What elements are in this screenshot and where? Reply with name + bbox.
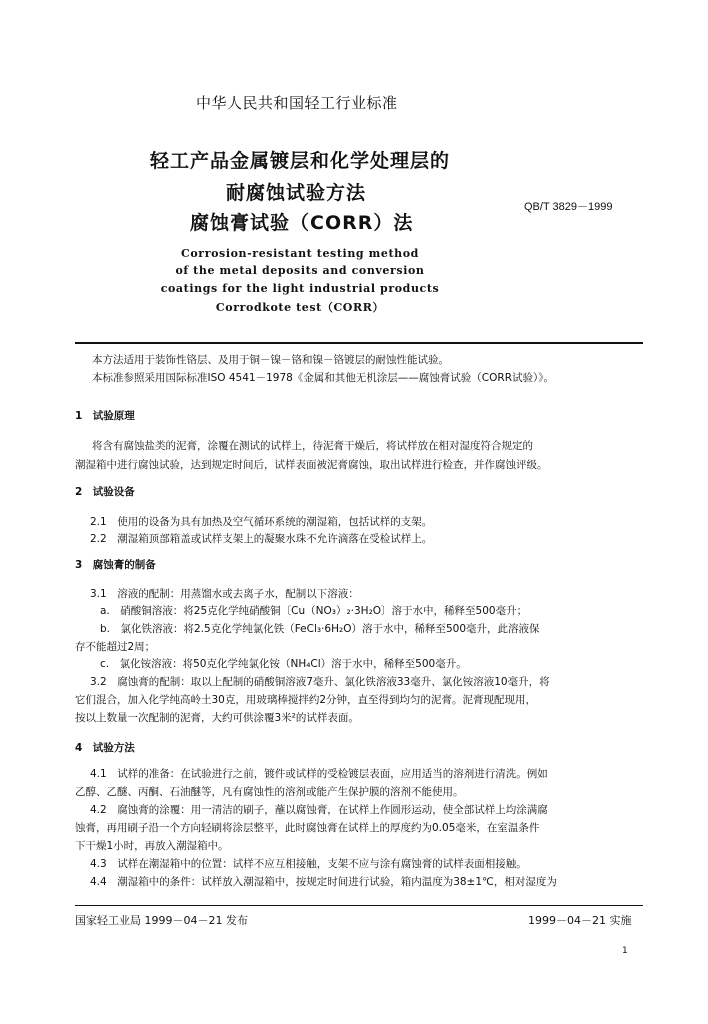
section-2-2: 2.2 潮湿箱顶部箱盖或试样支架上的凝聚水珠不允许滴落在受检试样上。 [90, 533, 433, 545]
page-number: 1 [622, 946, 628, 956]
section-4-1-line-1: 4.1 试样的准备：在试验进行之前，镀件或试样的受检镀层表面，应用适当的溶剂进行清洗。例如 [90, 768, 548, 780]
section-1-paragraph-line-1: 将含有腐蚀盐类的泥膏，涂覆在测试的试样上，待泥膏干燥后，将试样放在相对湿度符合规定的 [92, 440, 533, 452]
english-title-line-3: coatings for the light industrial products [160, 282, 440, 295]
english-title-line-2: of the metal deposits and conversion [175, 264, 425, 277]
section-3-2-line-1: 3.2 腐蚀膏的配制：取以上配制的硝酸铜溶液7毫升、氯化铁溶液33毫升、氯化铵溶液10毫升，将 [90, 676, 550, 688]
title-line-3: 腐蚀膏试验（CORR）法 [190, 212, 414, 234]
section-4-2-line-3: 下干燥1小时，再放入潮湿箱中。 [75, 840, 229, 852]
section-1-heading: 1 试验原理 [75, 410, 135, 422]
section-3-1-b-line-1: b. 氯化铁溶液：将2.5克化学纯氯化铁（FeCl₃·6H₂O）溶于水中，稀释至500毫升，此溶液保 [100, 623, 540, 635]
section-3-2-line-3: 按以上数量一次配制的泥膏，大约可供涂覆3米²的试样表面。 [75, 712, 359, 724]
title-line-1: 轻工产品金属镀层和化学处理层的 [150, 150, 451, 172]
section-3-heading: 3 腐蚀膏的制备 [75, 559, 156, 571]
section-2-heading: 2 试验设备 [75, 486, 135, 498]
top-divider [75, 342, 643, 344]
section-1-paragraph-line-2: 潮湿箱中进行腐蚀试验，达到规定时间后，试样表面被泥膏腐蚀，取出试样进行检查，并作腐蚀评级。 [75, 459, 548, 471]
intro-line-1: 本方法适用于装饰性铬层、及用于铜－镍－铬和镍－铬镀层的耐蚀性能试验。 [92, 354, 449, 366]
standard-organization: 中华人民共和国轻工行业标准 [196, 94, 398, 112]
section-3-2-line-2: 它们混合，加入化学纯高岭土30克，用玻璃棒搅拌约2分钟，直至得到均匀的泥膏。泥膏现配现用， [75, 694, 537, 706]
section-2-1: 2.1 使用的设备为具有加热及空气循环系统的潮湿箱，包括试样的支架。 [90, 516, 433, 528]
section-3-1-a: a. 硝酸铜溶液：将25克化学纯硝酸铜〔Cu（NO₃）₂·3H₂O〕溶于水中，稀释至500毫升； [100, 605, 528, 617]
title-line-2: 耐腐蚀试验方法 [226, 182, 367, 204]
issue-date: 国家轻工业局 1999－04－21 发布 [75, 914, 248, 927]
section-4-1-line-2: 乙醇、乙醚、丙酮、石油醚等，凡有腐蚀性的溶剂或能产生保护膜的溶剂不能使用。 [75, 786, 464, 798]
section-4-2-line-1: 4.2 腐蚀膏的涂覆：用一清洁的刷子，蘸以腐蚀膏，在试样上作圆形运动，使全部试样上均涂满腐 [90, 804, 548, 816]
bottom-divider [75, 905, 643, 906]
section-4-heading: 4 试验方法 [75, 742, 135, 754]
section-4-4: 4.4 潮湿箱中的条件：试样放入潮湿箱中，按规定时间进行试验，箱内温度为38±1℃，相对湿度为 [90, 876, 557, 888]
section-4-2-line-2: 蚀膏，再用刷子沿一个方向轻刷将涂层整平，此时腐蚀膏在试样上的厚度约为0.05毫米，在室温条件 [75, 822, 540, 834]
english-title-line-1: Corrosion-resistant testing method [181, 247, 419, 260]
english-title-line-4: Corrodkote test（CORR） [215, 301, 385, 314]
section-3-1-c: c. 氯化铵溶液：将50克化学纯氯化铵（NH₄Cl）溶于水中，稀释至500毫升。 [100, 658, 467, 670]
effective-date: 1999－04－21 实施 [528, 914, 632, 927]
section-3-1: 3.1 溶液的配制：用蒸馏水或去离子水，配制以下溶液： [90, 588, 359, 600]
standard-number: QB/T 3829－1999 [524, 201, 613, 213]
section-4-3: 4.3 试样在潮湿箱中的位置：试样不应互相接触，支架不应与涂有腐蚀膏的试样表面相接触。 [90, 858, 527, 870]
intro-line-2: 本标准参照采用国际标准ISO 4541－1978《金属和其他无机涂层——腐蚀膏试验（CORR试验）》。 [92, 372, 554, 384]
section-3-1-b-line-2: 存不能超过2周； [75, 641, 156, 653]
